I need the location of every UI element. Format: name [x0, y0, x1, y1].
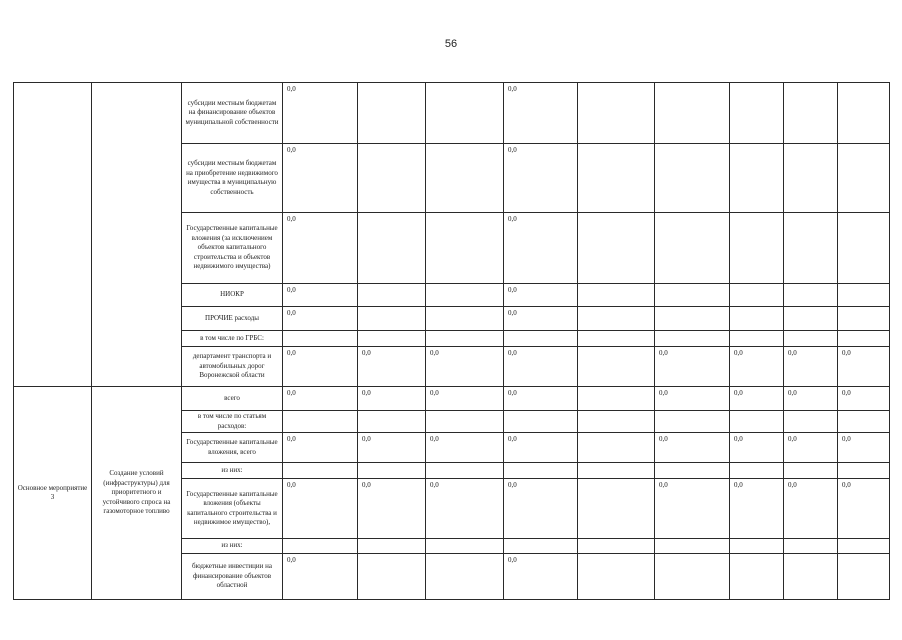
value-cell: 0,0 — [508, 309, 517, 317]
table-vline — [783, 82, 784, 600]
row-divider — [181, 462, 889, 463]
row-label: Государственные капитальные вложения (объекты капитального строительства и недвижимое имущество), — [186, 489, 278, 526]
value-cell: 0,0 — [508, 556, 517, 564]
row-divider — [181, 143, 889, 144]
table-vline — [889, 82, 890, 600]
value-cell: 0,0 — [842, 349, 851, 357]
event-description: Создание условий (инфраструктуры) для приоритетного и устойчивого спроса на газомоторное топливо — [102, 469, 171, 516]
row-divider — [181, 538, 889, 539]
row-divider — [181, 432, 889, 433]
table-vline — [425, 82, 426, 600]
page-number: 56 — [444, 38, 458, 50]
value-cell: 0,0 — [734, 435, 743, 443]
value-cell: 0,0 — [287, 146, 296, 154]
value-cell: 0,0 — [430, 349, 439, 357]
value-cell: 0,0 — [287, 435, 296, 443]
value-cell: 0,0 — [659, 481, 668, 489]
value-cell: 0,0 — [734, 481, 743, 489]
row-divider — [181, 553, 889, 554]
row-label: субсидии местным бюджетам на приобретение недвижимого имущества в муниципальную собственность — [186, 159, 278, 196]
value-cell: 0,0 — [508, 481, 517, 489]
value-cell: 0,0 — [430, 481, 439, 489]
value-cell: 0,0 — [788, 349, 797, 357]
row-label: субсидии местным бюджетам на финансирование объектов муниципальной собственности — [185, 98, 279, 126]
value-cell: 0,0 — [362, 349, 371, 357]
table-vline — [729, 82, 730, 600]
value-cell: 0,0 — [287, 215, 296, 223]
row-label: всего — [224, 393, 240, 402]
value-cell: 0,0 — [788, 481, 797, 489]
row-divider — [181, 283, 889, 284]
value-cell: 0,0 — [508, 349, 517, 357]
row-divider — [181, 330, 889, 331]
value-cell: 0,0 — [362, 389, 371, 397]
table-border-bottom — [13, 599, 889, 600]
table-vline — [357, 82, 358, 600]
value-cell: 0,0 — [287, 309, 296, 317]
value-cell: 0,0 — [287, 389, 296, 397]
value-cell: 0,0 — [508, 215, 517, 223]
row-divider — [181, 346, 889, 347]
value-cell: 0,0 — [287, 481, 296, 489]
budget-table — [13, 82, 889, 599]
value-cell: 0,0 — [842, 435, 851, 443]
value-cell: 0,0 — [362, 435, 371, 443]
row-label: в том числе по статьям расходов: — [197, 412, 267, 430]
value-cell: 0,0 — [287, 286, 296, 294]
value-cell: 0,0 — [788, 435, 797, 443]
table-vline — [654, 82, 655, 600]
row-label: из них: — [221, 541, 243, 550]
value-cell: 0,0 — [659, 435, 668, 443]
value-cell: 0,0 — [842, 389, 851, 397]
value-cell: 0,0 — [508, 146, 517, 154]
table-vline — [577, 82, 578, 600]
value-cell: 0,0 — [659, 389, 668, 397]
row-label: Государственные капитальные вложения (за исключением объектов капитального строительства и объектов недвижимого имущества) — [186, 224, 278, 271]
row-label: Государственные капитальные вложения, всего — [186, 438, 278, 456]
event-name: Основное мероприятие 3 — [17, 483, 88, 501]
row-label: департамент транспорта и автомобильных дорог Воронежской области — [192, 352, 272, 380]
value-cell: 0,0 — [287, 85, 296, 93]
value-cell: 0,0 — [842, 481, 851, 489]
value-cell: 0,0 — [734, 389, 743, 397]
value-cell: 0,0 — [788, 389, 797, 397]
value-cell: 0,0 — [734, 349, 743, 357]
value-cell: 0,0 — [430, 389, 439, 397]
value-cell: 0,0 — [287, 556, 296, 564]
value-cell: 0,0 — [287, 349, 296, 357]
row-divider — [181, 410, 889, 411]
table-vline — [503, 82, 504, 600]
row-label: НИОКР — [220, 290, 244, 299]
row-label: в том числе по ГРБС: — [200, 333, 264, 342]
value-cell: 0,0 — [508, 389, 517, 397]
table-vline — [282, 82, 283, 600]
row-divider — [181, 478, 889, 479]
row-label: из них: — [221, 465, 243, 474]
row-divider — [181, 306, 889, 307]
table-vline — [837, 82, 838, 600]
value-cell: 0,0 — [430, 435, 439, 443]
table-border-top — [13, 82, 889, 83]
row-label: ПРОЧИЕ расходы — [205, 313, 259, 322]
value-cell: 0,0 — [508, 286, 517, 294]
value-cell: 0,0 — [659, 349, 668, 357]
row-divider — [181, 212, 889, 213]
value-cell: 0,0 — [508, 85, 517, 93]
value-cell: 0,0 — [508, 435, 517, 443]
value-cell: 0,0 — [362, 481, 371, 489]
row-label: бюджетные инвестиции на финансирование объектов областной — [191, 562, 272, 590]
